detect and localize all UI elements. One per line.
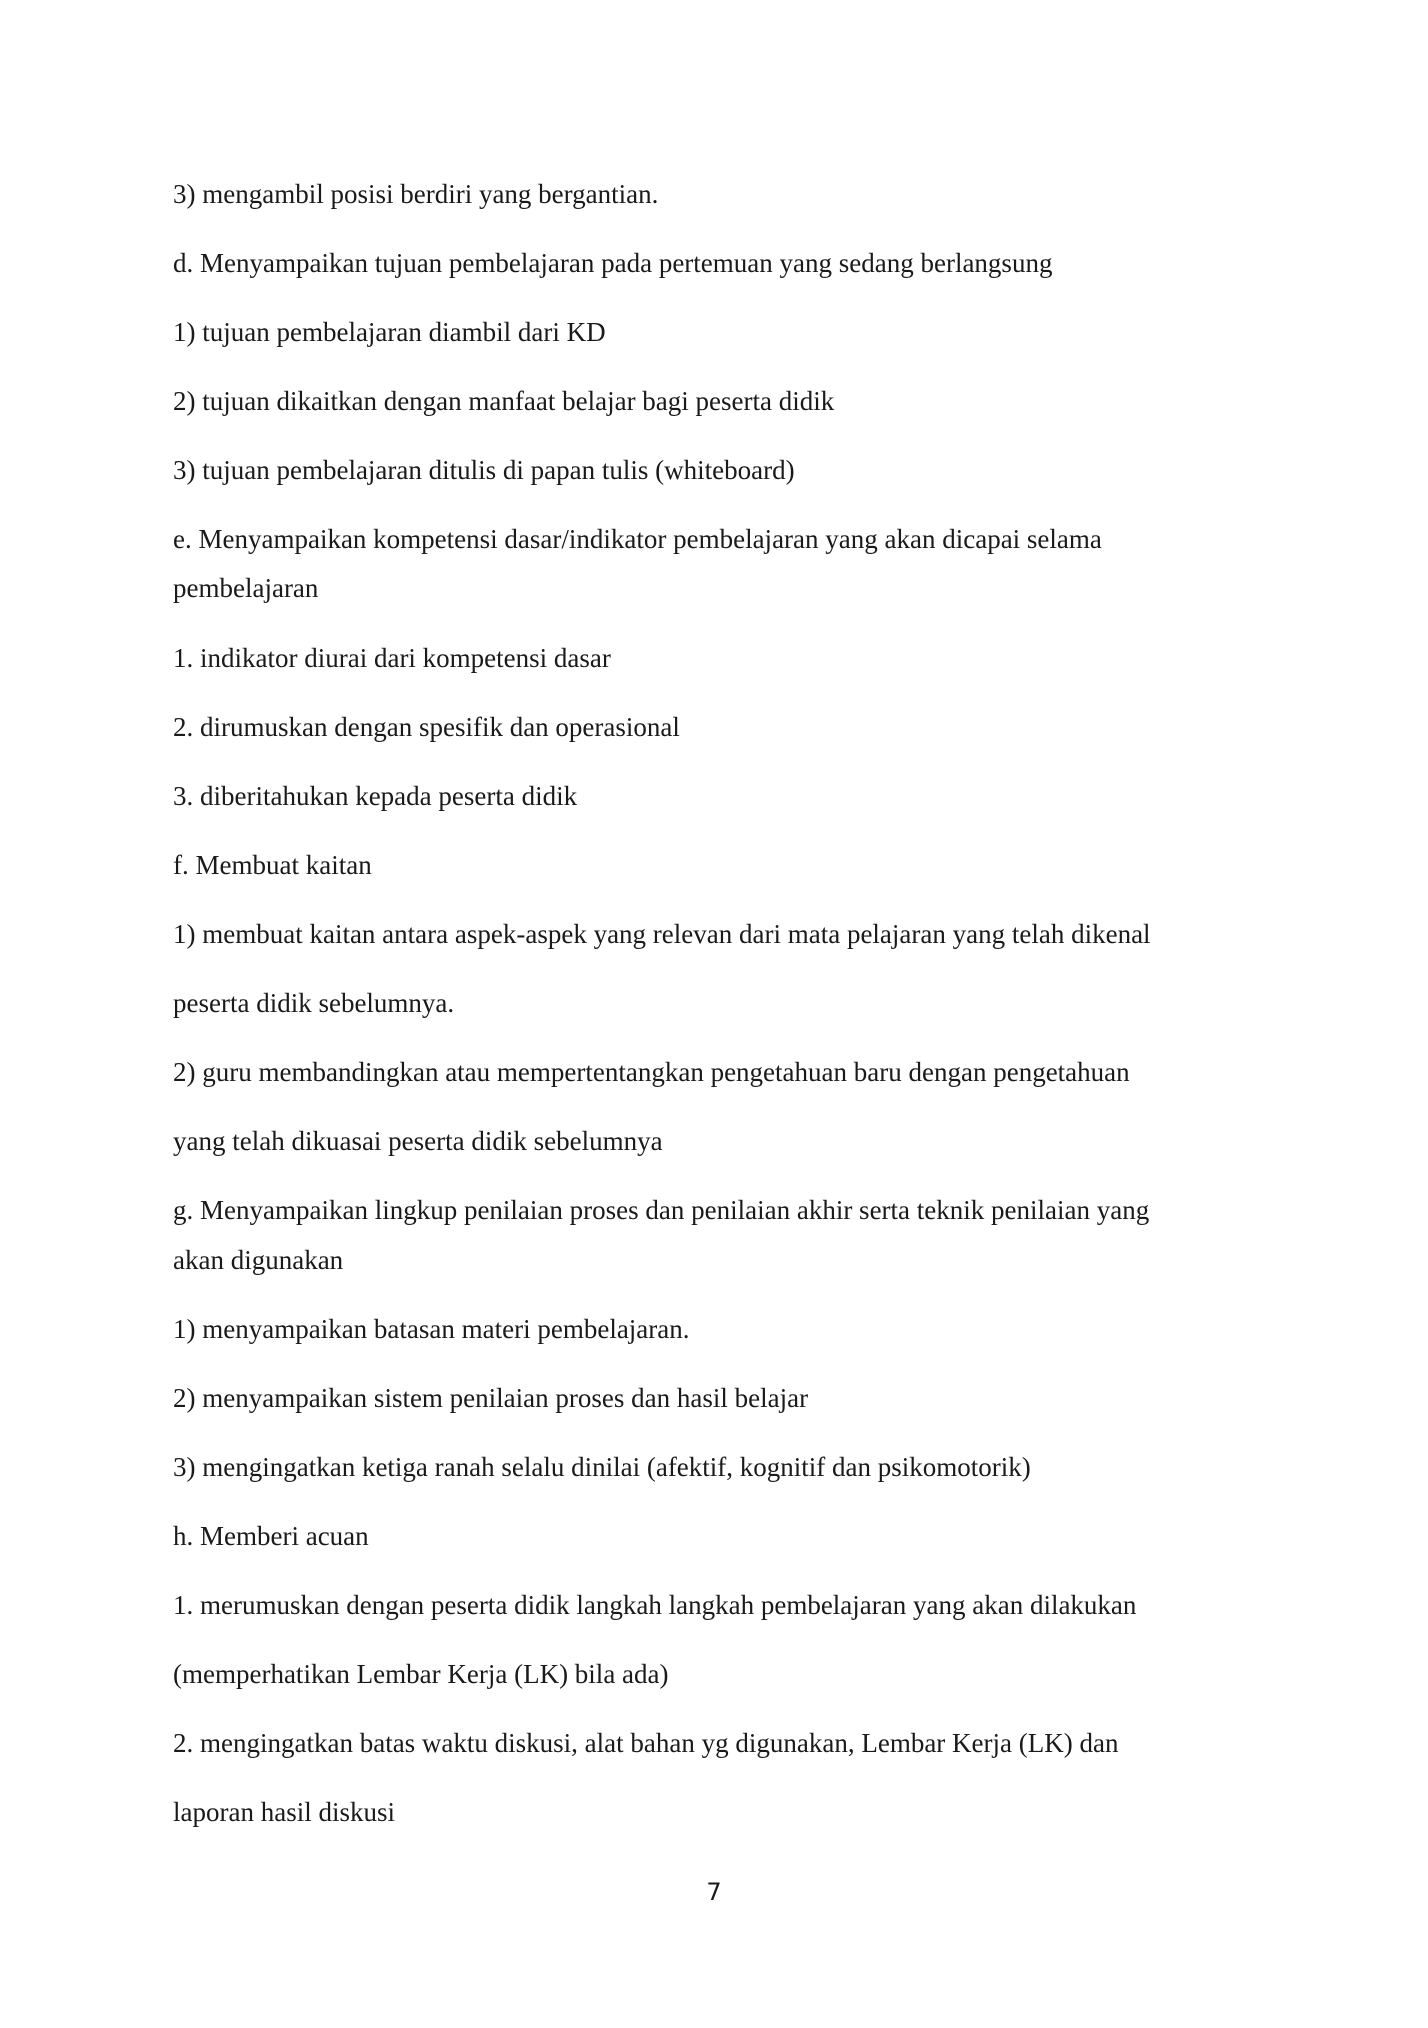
text-line: 2) guru membandingkan atau mempertentangkan pengetahuan baru dengan pengetahuan xyxy=(173,1057,1130,1087)
section-heading-d: d. Menyampaikan tujuan pembelajaran pada pertemuan yang sedang berlangsung xyxy=(173,248,1053,278)
text-line: laporan hasil diskusi xyxy=(173,1797,395,1827)
text-line: 1. merumuskan dengan peserta didik langkah langkah pembelajaran yang akan dilakukan xyxy=(173,1590,1137,1620)
text-line: akan digunakan xyxy=(173,1245,344,1275)
section-heading-e: e. Menyampaikan kompetensi dasar/indikator pembelajaran yang akan dicapai selama xyxy=(173,524,1102,554)
text-line: 3) tujuan pembelajaran ditulis di papan tulis (whiteboard) xyxy=(173,455,795,485)
text-line: pembelajaran xyxy=(173,573,319,603)
text-line: 3) mengingatkan ketiga ranah selalu dinilai (afektif, kognitif dan psikomotorik) xyxy=(173,1452,1031,1482)
text-line: 1. indikator diurai dari kompetensi dasar xyxy=(173,643,611,673)
text-line: 2) tujuan dikaitkan dengan manfaat belajar bagi peserta didik xyxy=(173,386,835,416)
text-line: yang telah dikuasai peserta didik sebelumnya xyxy=(173,1126,663,1156)
text-line: 3. diberitahukan kepada peserta didik xyxy=(173,781,578,811)
page-number: 7 xyxy=(706,1878,722,1906)
text-line: 2. dirumuskan dengan spesifik dan operasional xyxy=(173,712,680,742)
text-line: 1) tujuan pembelajaran diambil dari KD xyxy=(173,317,606,347)
text-line: 2) menyampaikan sistem penilaian proses dan hasil belajar xyxy=(173,1383,809,1413)
text-line: 1) membuat kaitan antara aspek-aspek yang relevan dari mata pelajaran yang telah dikenal xyxy=(173,919,1151,949)
section-heading-f: f. Membuat kaitan xyxy=(173,850,372,880)
text-line: 3) mengambil posisi berdiri yang bergantian. xyxy=(173,179,659,209)
text-line: 2. mengingatkan batas waktu diskusi, alat bahan yg digunakan, Lembar Kerja (LK) dan xyxy=(173,1728,1119,1758)
text-line: 1) menyampaikan batasan materi pembelajaran. xyxy=(173,1314,690,1344)
section-heading-h: h. Memberi acuan xyxy=(173,1521,369,1551)
section-heading-g: g. Menyampaikan lingkup penilaian proses dan penilaian akhir serta teknik penilaian yang xyxy=(173,1195,1150,1225)
text-line: (memperhatikan Lembar Kerja (LK) bila ada) xyxy=(173,1659,669,1689)
text-line: peserta didik sebelumnya. xyxy=(173,988,455,1018)
